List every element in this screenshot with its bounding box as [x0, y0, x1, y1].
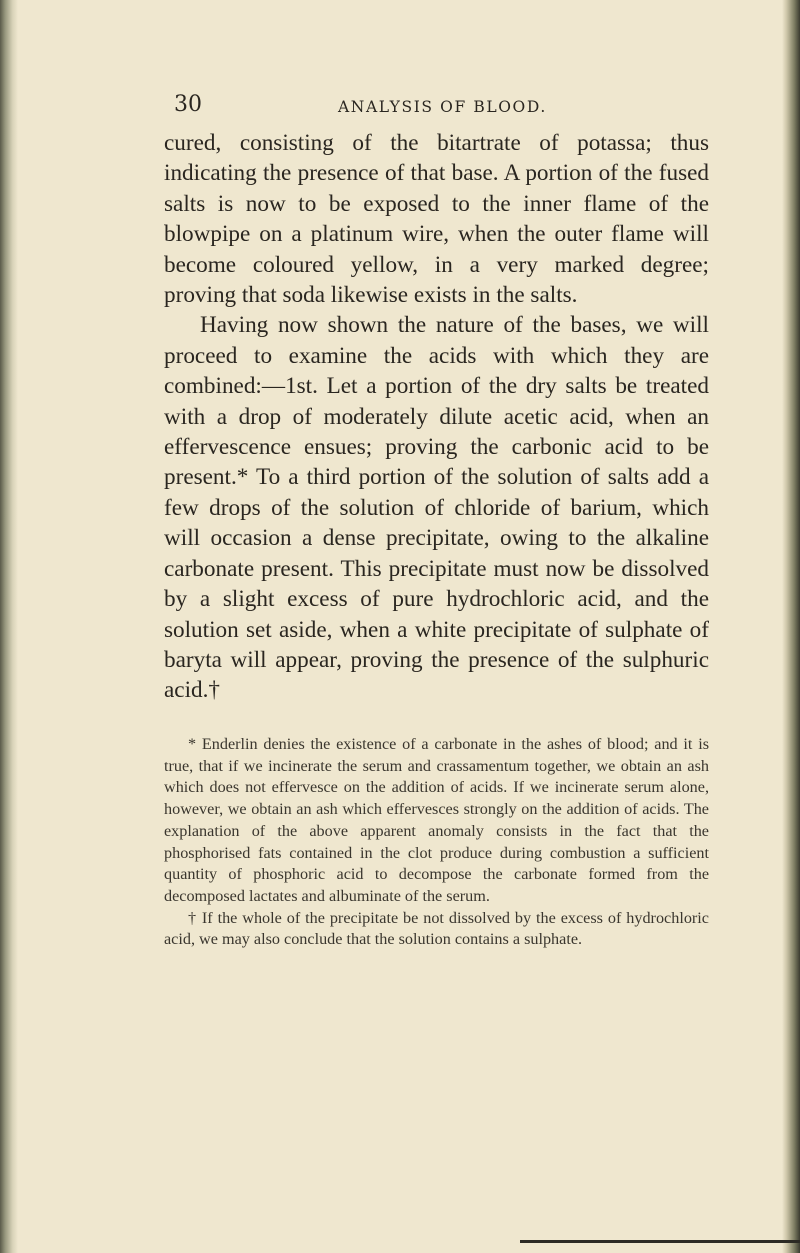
footnote: † If the whole of the precipitate be not dissolved by the excess of hydrochloric acid, we may also conclude that the solution contains a sulphate. [164, 908, 709, 949]
body-text [164, 128, 709, 706]
page-edge-right [782, 0, 800, 1253]
page-edge-left [0, 0, 18, 1253]
bottom-rule [520, 1240, 800, 1243]
paragraph: cured, consisting of the bitartrate of potassa; thus indicating the presence of that base. A portion of the fused salts is now to be exposed to the inner flame of the blowpipe on a platinum wire, when the outer flame will become coloured yellow, in a very marked degree; proving that soda likewise exists in the salts. [164, 130, 709, 309]
running-title: ANALYSIS OF BLOOD. [338, 98, 547, 116]
footnotes [164, 734, 709, 951]
page-number: 30 [174, 92, 202, 117]
running-head [148, 92, 708, 122]
paragraph: Having now shown the nature of the bases, we will proceed to examine the acids with which they are combined:—1st. Let a portion of the dry salts be treated with a drop of moderately dilute acetic acid, when an effervescence ensues; proving the carbonic acid to be present.* To a third portion of the solution of salts add a few drops of the solution of chloride of barium, which will occasion a dense precipitate, owing to the alkaline carbonate present. This precipitate must now be dissolved by a slight excess of pure hydrochloric acid, and the solution set aside, when a white precipitate of sulphate of baryta will appear, proving the presence of the sulphuric acid.† [164, 312, 709, 704]
footnote: * Enderlin denies the existence of a carbonate in the ashes of blood; and it is true, that if we incinerate the serum and crassamentum together, we obtain an ash which does not effervesce on the addition of acids. If we incinerate serum alone, however, we obtain an ash which effervesces strongly on the addition of acids. The explanation of the above apparent anomaly consists in the fact that the phosphorised fats contained in the clot produce during combustion a sufficient quantity of phosphoric acid to decompose the carbonate formed from the decomposed lactates and albuminate of the serum. [164, 735, 709, 905]
